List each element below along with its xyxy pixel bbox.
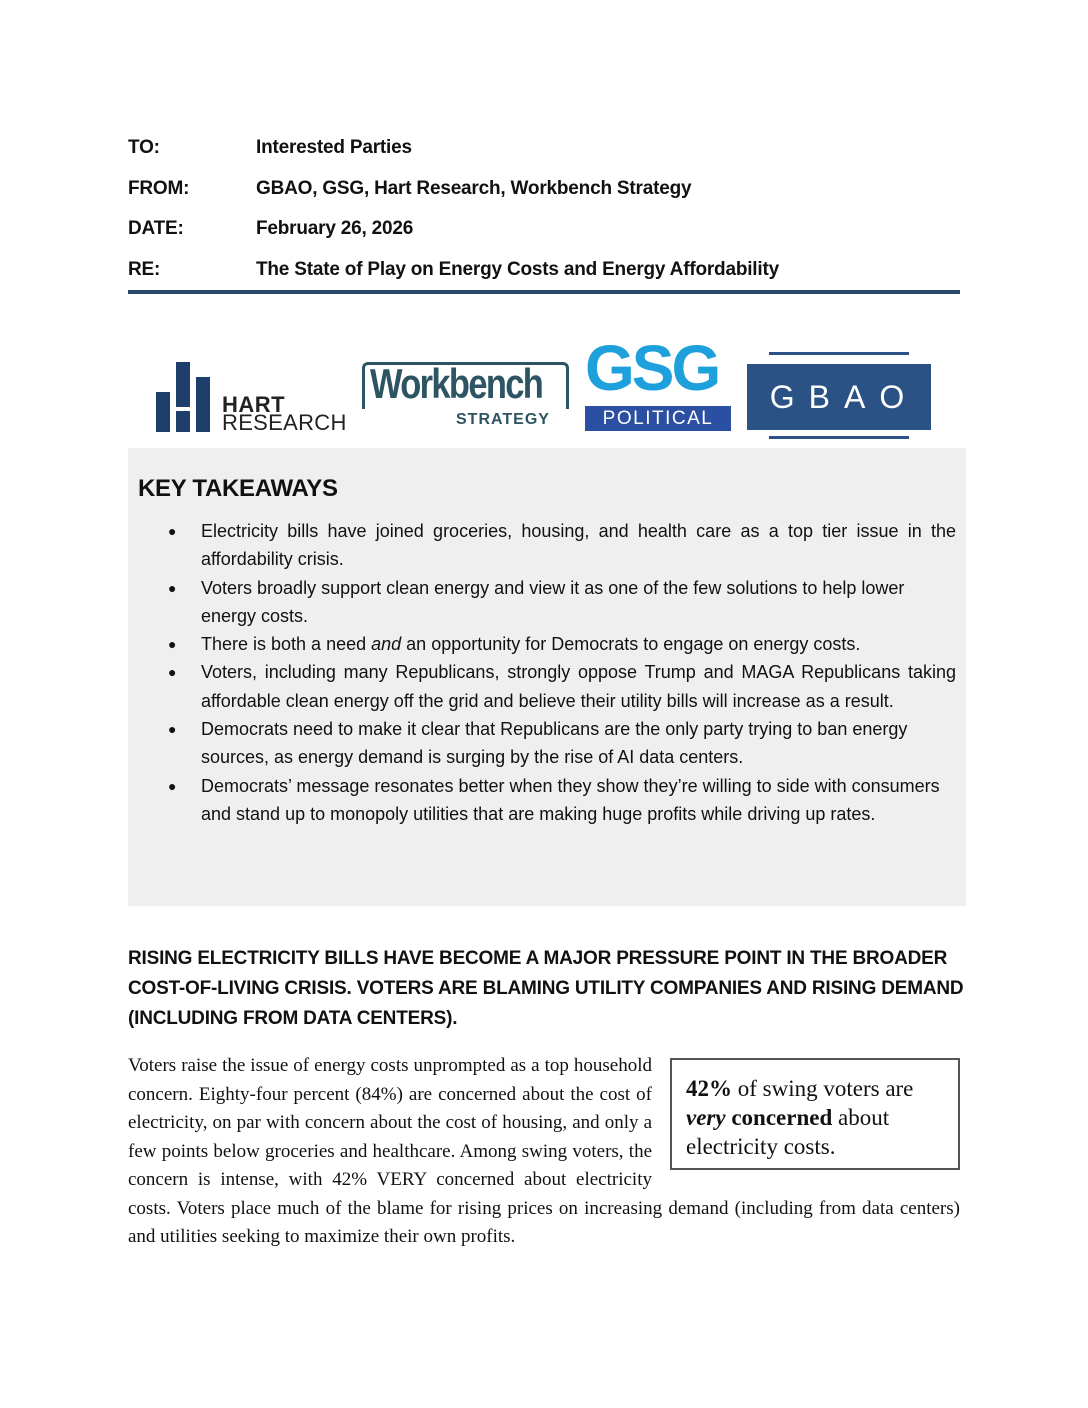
hart-logo-text: HART [222,392,286,417]
callout-emphasis: very [686,1105,726,1130]
bullet-icon: ● [168,777,177,794]
takeaway-item [128,772,966,829]
gbao-logo-box: GBAO [747,364,931,430]
takeaway-text: Voters, including many Republicans, strongly oppose Trump and MAGA Republicans taking affordable clean energy off the grid and believe their utility bills will increase as a result. [201,662,956,711]
takeaway-item [128,517,966,574]
bullet-icon: ● [168,523,177,539]
gbao-logo [747,350,931,430]
memo-label: FROM: [128,177,190,199]
key-takeaways-list [128,517,966,828]
memo-label: RE: [128,258,161,280]
takeaway-item [128,574,966,631]
memo-row-date [128,209,960,250]
takeaway-item [128,630,966,658]
section-heading: RISING ELECTRICITY BILLS HAVE BECOME A MAJOR PRESSURE POINT IN THE BROADER COST-OF-LIVING CRISIS. VOTERS ARE BLAMING UTILITY COMPANIES AND RISING DEMAND (INCLUDING FROM DATA CENTERS). [128,948,964,1029]
takeaway-text-after: an opportunity for Democrats to engage on energy costs. [401,634,861,655]
bullet-icon: ● [168,664,177,681]
gsg-political-logo [585,332,731,431]
workbench-strategy-logo [362,362,567,434]
key-takeaways-box [128,448,966,906]
callout-text: of swing voters are [732,1076,914,1101]
header-divider [128,290,960,294]
workbench-logo-subtext: STRATEGY [456,411,550,428]
hart-logo-bar [176,411,190,432]
memo-value: February 26, 2026 [256,218,414,240]
bullet-icon: ● [168,636,177,653]
takeaway-text-before: There is both a need [201,634,372,655]
bullet-icon: ● [168,721,177,738]
gsg-logo-text: GSG [585,332,719,404]
callout-strong: concerned [725,1105,833,1130]
memo-header [128,128,960,290]
memo-row-to [128,128,960,169]
gsg-logo-band: POLITICAL [585,406,731,431]
memo-row-re [128,250,960,291]
gbao-logo-line [769,352,909,355]
memo-row-from [128,169,960,210]
body-paragraph: Voters raise the issue of energy costs unprompted as a top household concern. Eighty-four percent (84%) are concerned about the cost of electricity, on par with concern about the cost of housing, and only a few points below groceries and healthcare. Among swing voters, the concern is intense, with 42% VERY concerned about electricity costs. Voters place much of the blame for rising prices on increasing demand (including from data centers) and utilities seeking to maximize their own profits. [128,1055,960,1247]
gbao-logo-line [769,436,909,439]
callout-text-end: about electricity costs. [686,1105,890,1159]
takeaway-emphasis: and [371,634,402,655]
section-body [128,1052,960,1252]
memo-value: GBAO, GSG, Hart Research, Workbench Strategy [256,177,692,199]
bullet-icon: ● [168,579,177,596]
memo-label: TO: [128,137,160,159]
key-takeaways-title: KEY TAKEAWAYS [138,475,338,502]
hart-logo-bar [156,392,170,432]
takeaway-item [128,658,966,715]
takeaway-text: Electricity bills have joined groceries, housing, and health care as a top tier issue in the affordability crisis. [201,521,956,570]
memo-label: DATE: [128,218,184,240]
partner-logos [0,332,1088,440]
memo-value: The State of Play on Energy Costs and Energy Affordability [256,258,779,280]
callout-stat: 42% [686,1076,732,1101]
hart-logo-subtext: RESEARCH [222,410,347,435]
takeaway-text: Voters broadly support clean energy and view it as one of the few solutions to help lower energy costs. [201,577,905,626]
takeaway-text: Democrats need to make it clear that Republicans are the only party trying to ban energy sources, as energy demand is surging by the rise of AI data centers. [201,719,908,768]
workbench-logo-text: Workbench [370,360,543,407]
takeaway-text: Democrats’ message resonates better when they show they’re willing to side with consumers and stand up to monopoly utilities that are making huge profits while driving up rates. [201,775,940,824]
takeaway-item [128,715,966,772]
hart-logo-bar [176,362,190,407]
stat-callout [670,1058,960,1170]
memo-value: Interested Parties [256,137,412,159]
hart-logo-bar [196,377,210,432]
hart-research-logo [156,360,347,435]
